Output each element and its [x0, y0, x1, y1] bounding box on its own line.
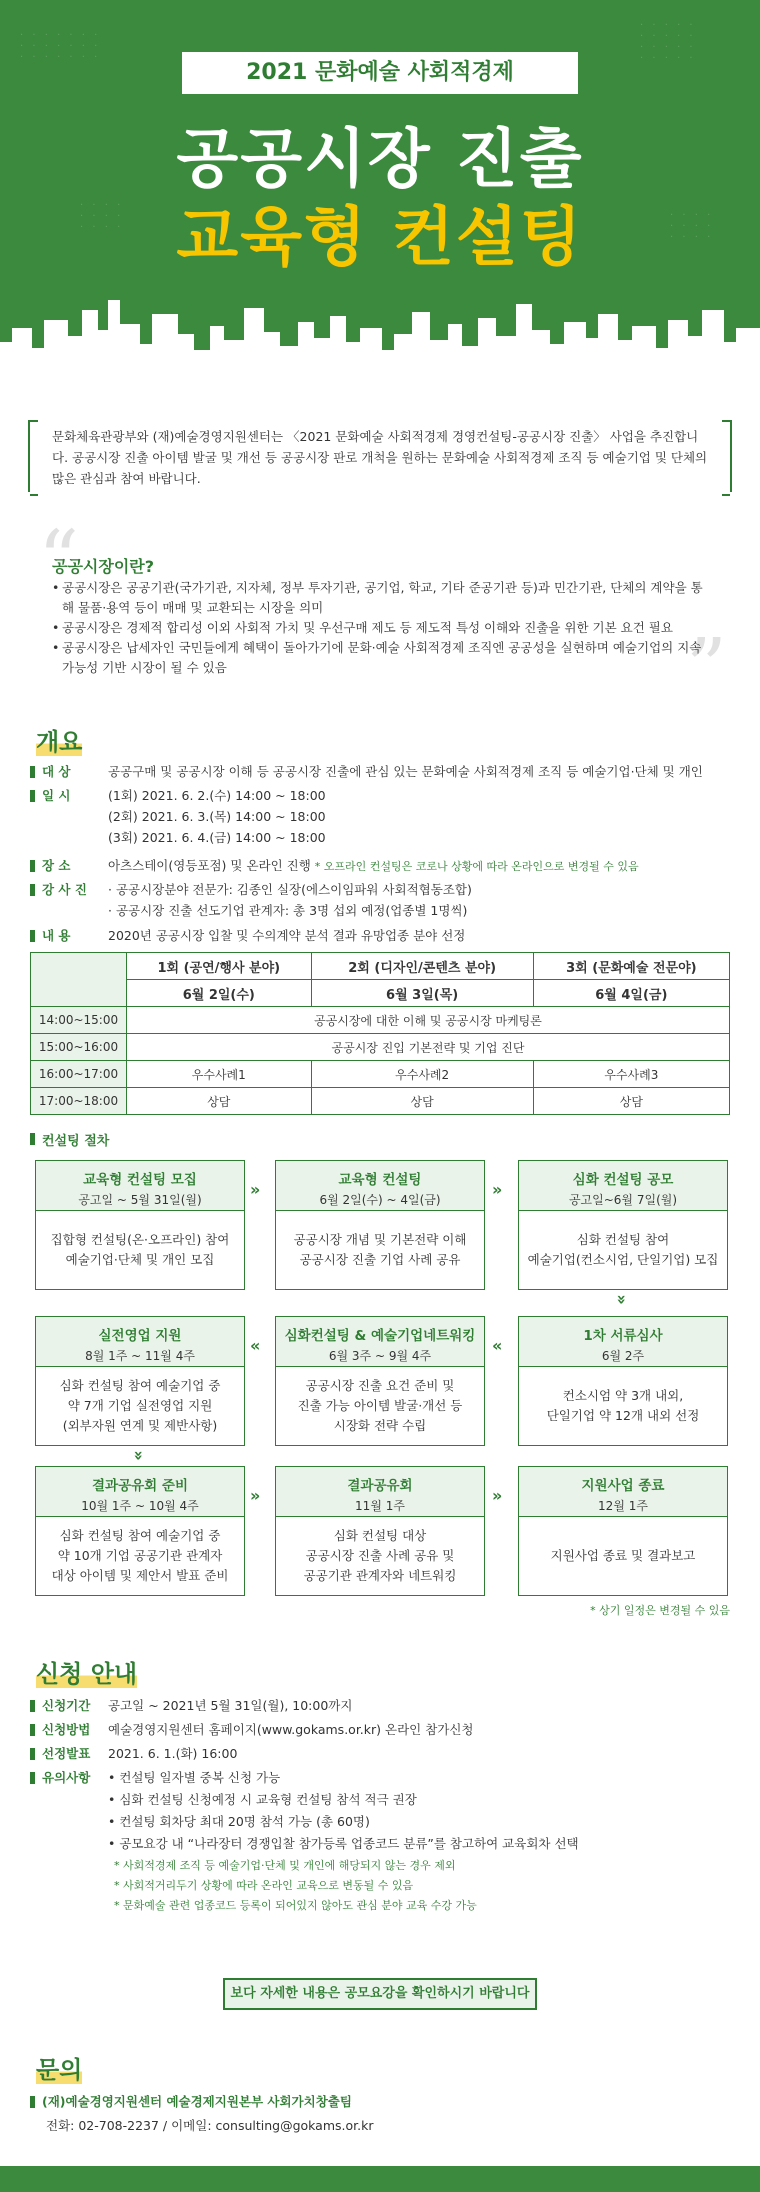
step-desc: 집합형 컨설팅(온·오프라인) 참여 예술기업·단체 및 개인 모집: [50, 1232, 230, 1267]
process-title: 컨설팅 절차: [30, 1130, 109, 1149]
instructor-value-2: · 공공시장 진출 선도기업 관계자: 총 3명 섭외 예정(업종별 1명씩): [108, 903, 468, 918]
date-value-2: (2회) 2021. 6. 3.(목) 14:00 ~ 18:00: [108, 809, 326, 824]
day-header: 6월 3일(목): [311, 980, 533, 1007]
hero-badge: 2021 문화예술 사회적경제: [182, 52, 578, 94]
target-label: 대 상: [30, 762, 71, 782]
step-desc: 심화 컨설팅 참여 예술기업 중 약 10개 기업 공공기관 관계자 대상 아이템 및 제안서 발표 준비: [51, 1528, 229, 1583]
date-value-3: (3회) 2021. 6. 4.(금) 14:00 ~ 18:00: [108, 830, 326, 845]
arrow-right-icon: »: [250, 1180, 261, 1199]
time-cell: 17:00~18:00: [31, 1088, 127, 1115]
table-cell: 상담: [533, 1088, 729, 1115]
public-market-list: [52, 578, 712, 678]
content-value: 2020년 공공시장 입찰 및 수의계약 분석 결과 유망업종 분야 선정: [108, 928, 466, 943]
note-item: • 심화 컨설팅 신청예정 시 교육형 컨설팅 참석 적극 권장: [108, 1792, 417, 1807]
schedule-change-note: * 상기 일정은 변경될 수 있음: [590, 1604, 730, 1617]
step-desc: 심화 컨설팅 대상 공공시장 진출 사례 공유 및 공공기관 관계자와 네트워킹: [303, 1528, 457, 1583]
step-title: 심화 컨설팅 공모: [572, 1172, 674, 1188]
list-item: • 공공시장은 경제적 합리성 이외 사회적 가치 및 우선구매 제도 등 제도적 특성 이해와 진출을 위한 기본 요건 필요: [52, 618, 712, 638]
table-row: [31, 1061, 730, 1088]
step-date: 8월 1주 ~ 11월 4주: [85, 1349, 195, 1363]
table-cell: 상담: [127, 1088, 312, 1115]
step-desc: 공공시장 개념 및 기본전략 이해 공공시장 진출 기업 사례 공유: [293, 1232, 467, 1267]
arrow-right-icon: »: [492, 1486, 503, 1505]
process-step-4: [518, 1316, 728, 1446]
place-row: [30, 856, 730, 876]
contact-org: (재)예술경영지원센터 예술경제지원본부 사회가치창출팀: [30, 2092, 352, 2112]
period-label: 신청기간: [30, 1696, 90, 1716]
apply-heading: 신청 안내: [36, 1660, 138, 1688]
step-date: 6월 2주: [601, 1349, 645, 1363]
hero-banner: [0, 0, 760, 380]
step-title: 지원사업 종료: [581, 1478, 665, 1494]
step-date: 11월 1주: [355, 1499, 405, 1513]
city-skyline: [0, 280, 760, 380]
instructor-value-1: · 공공시장분야 전문가: 김종인 실장(에스이임파워 사회적협동조합): [108, 882, 472, 897]
day-header: 6월 4일(금): [533, 980, 729, 1007]
table-row: [31, 1007, 730, 1034]
instructor-row: [30, 880, 730, 922]
content-row: [30, 926, 730, 946]
process-step-3: [518, 1160, 728, 1290]
date-row: [30, 786, 730, 850]
target-row: [30, 762, 730, 782]
contact-info: 전화: 02-708-2237 / 이메일: consulting@gokams.or.kr: [46, 2118, 374, 2133]
step-title: 결과공유회 준비: [92, 1478, 188, 1494]
step-desc: 심화 컨설팅 참여 예술기업 중 약 7개 기업 실전영업 지원 (외부자원 연계 및 제반사항): [59, 1378, 221, 1433]
step-desc: 심화 컨설팅 참여 예술기업(컨소시엄, 단일기업) 모집: [527, 1232, 719, 1267]
table-cell: 공공시장에 대한 이해 및 공공시장 마케팅론: [127, 1007, 730, 1034]
target-value: 공공구매 및 공공시장 이해 등 공공시장 진출에 관심 있는 문화예술 사회적경제 조직 등 예술기업·단체 및 개인: [108, 764, 703, 779]
step-title: 결과공유회: [347, 1478, 413, 1494]
process-step-1: [35, 1160, 245, 1290]
place-value: 아츠스테이(영등포점) 및 온라인 진행 * 오프라인 컨설팅은 코로나 상황에 따라 온라인으로 변경될 수 있음: [108, 858, 639, 873]
step-title: 실전영업 지원: [98, 1328, 182, 1344]
arrow-right-icon: »: [250, 1486, 261, 1505]
period-value: 공고일 ~ 2021년 5월 31일(월), 10:00까지: [108, 1698, 353, 1713]
open-quote-icon: “: [38, 513, 79, 606]
step-desc: 공공시장 진출 요건 준비 및 진출 가능 아이템 발굴·개선 등 시장화 전략 수립: [297, 1378, 463, 1433]
step-date: 6월 3주 ~ 9월 4주: [328, 1349, 432, 1363]
place-note: * 오프라인 컨설팅은 코로나 상황에 따라 온라인으로 변경될 수 있음: [314, 860, 639, 873]
dot-pattern: · · · · · · · · · · · · · · · · · · · · ·: [20, 30, 101, 63]
step-desc: 지원사업 종료 및 결과보고: [550, 1548, 696, 1563]
step-date: 10월 1주 ~ 10월 4주: [81, 1499, 199, 1513]
note-item: • 공모요강 내 “나라장터 경쟁입찰 참가등록 업종코드 분류”를 참고하여 교육회차 선택: [108, 1836, 579, 1851]
contact-org-row: [30, 2092, 730, 2112]
dot-pattern: · · · · · · · · · · · · · · · · · · · ·: [640, 20, 696, 64]
step-desc: 컨소시엄 약 3개 내외, 단일기업 약 12개 내외 선정: [546, 1388, 700, 1423]
list-item: • 공공시장은 공공기관(국가기관, 지자체, 정부 투자기관, 공기업, 학교, 기타 준공기관 등)과 민간기관, 단체의 계약을 통해 물품·용역 등이 매매 및 교환되는 시장을 의미: [52, 578, 712, 618]
dot-pattern: · · · · · · · · · · · ·: [80, 200, 124, 233]
footer-bar: [0, 2166, 760, 2192]
overview-heading: 개요: [36, 728, 83, 756]
instructor-label: 강 사 진: [30, 880, 87, 900]
notes-label: 유의사항: [30, 1768, 90, 1788]
process-step-6: [35, 1316, 245, 1446]
step-date: 6월 2일(수) ~ 4일(금): [319, 1193, 441, 1207]
session-header: 3회 (문화예술 전문야): [533, 953, 729, 980]
time-cell: 16:00~17:00: [31, 1061, 127, 1088]
process-step-5: [275, 1316, 485, 1446]
table-cell: 우수사례3: [533, 1061, 729, 1088]
sub-note: * 사회적거리두기 상황에 따라 온라인 교육으로 변동될 수 있음: [114, 1879, 414, 1892]
list-item: • 공공시장은 납세자인 국민들에게 혜택이 돌아가기에 문화·예술 사회적경제 조직엔 공공성을 실현하며 예술기업의 지속가능성 기반 시장이 될 수 있음: [52, 638, 712, 678]
intro-box: [28, 420, 732, 492]
session-header: 1회 (공연/행사 분야): [127, 953, 312, 980]
intro-text: 문화체육관광부와 (재)예술경영지원센터는 〈2021 문화예술 사회적경제 경영컨설팅-공공시장 진출〉 사업을 추진합니다. 공공시장 진출 아이템 발굴 및 개선 등 공공시장 판로 개척을 원하는 문화예술 사회적경제 조직 등 예술기업 및 단체의 많은 관심과 참여 바랍니다.: [52, 429, 708, 486]
note-item: • 컨설팅 일자별 중복 신청 가능: [108, 1770, 281, 1785]
period-row: [30, 1696, 730, 1716]
contact-heading: 문의: [36, 2056, 83, 2084]
table-row: [31, 953, 730, 980]
table-cell: 우수사례2: [311, 1061, 533, 1088]
step-date: 공고일~6월 7일(월): [568, 1193, 678, 1207]
content-label: 내 용: [30, 926, 71, 946]
announce-row: [30, 1744, 730, 1764]
arrow-down-icon: »: [129, 1450, 149, 1461]
details-button[interactable]: 보다 자세한 내용은 공모요강을 확인하시기 바랍니다: [223, 1978, 537, 2010]
method-value: 예술경영지원센터 홈페이지(www.gokams.or.kr) 온라인 참가신청: [108, 1722, 474, 1737]
process-step-2: [275, 1160, 485, 1290]
time-cell: 14:00~15:00: [31, 1007, 127, 1034]
step-title: 교육형 컨설팅 모집: [83, 1172, 197, 1188]
schedule-table: [30, 952, 730, 1115]
table-cell: 상담: [311, 1088, 533, 1115]
step-date: 공고일 ~ 5월 31일(월): [78, 1193, 202, 1207]
dot-pattern: · · · · · · · · · · · ·: [670, 210, 714, 243]
time-cell: 15:00~16:00: [31, 1034, 127, 1061]
table-cell: 공공시장 진입 기본전략 및 기업 진단: [127, 1034, 730, 1061]
hero-subtitle: 교육형 컨설팅: [176, 201, 584, 275]
step-title: 1차 서류심사: [583, 1328, 663, 1344]
hero-title: 공공시장 진출: [176, 123, 584, 197]
place-label: 장 소: [30, 856, 71, 876]
process-step-9: [518, 1466, 728, 1596]
public-market-title: 공공시장이란?: [52, 557, 155, 576]
method-row: [30, 1720, 730, 1740]
date-label: 일 시: [30, 786, 71, 806]
date-value-1: (1회) 2021. 6. 2.(수) 14:00 ~ 18:00: [108, 788, 326, 803]
table-row: [31, 980, 730, 1007]
step-title: 교육형 컨설팅: [338, 1172, 422, 1188]
announce-label: 선정발표: [30, 1744, 90, 1764]
table-row: [31, 1088, 730, 1115]
session-header: 2회 (디자인/콘텐츠 분야): [311, 953, 533, 980]
step-date: 12월 1주: [598, 1499, 648, 1513]
announce-value: 2021. 6. 1.(화) 16:00: [108, 1746, 238, 1761]
table-cell: 우수사례1: [127, 1061, 312, 1088]
arrow-left-icon: «: [250, 1336, 261, 1355]
note-item: • 컨설팅 회차당 최대 20명 참석 가능 (총 60명): [108, 1814, 370, 1829]
day-header: 6월 2일(수): [127, 980, 312, 1007]
process-step-7: [35, 1466, 245, 1596]
table-corner: [31, 953, 127, 1007]
sub-note: * 사회적경제 조직 등 예술기업·단체 및 개인에 해당되지 않는 경우 제외: [114, 1859, 456, 1872]
arrow-left-icon: «: [492, 1336, 503, 1355]
arrow-right-icon: »: [492, 1180, 503, 1199]
close-quote-icon: ”: [686, 621, 727, 714]
notes-row: [30, 1768, 730, 1918]
arrow-down-icon: »: [612, 1294, 632, 1305]
sub-note: * 문화예술 관련 업종코드 등록이 되어있지 않아도 관심 분야 교육 수강 가능: [114, 1899, 477, 1912]
step-title: 심화컨설팅 & 예술기업네트워킹: [284, 1328, 476, 1344]
process-step-8: [275, 1466, 485, 1596]
method-label: 신청방법: [30, 1720, 90, 1740]
table-row: [31, 1034, 730, 1061]
